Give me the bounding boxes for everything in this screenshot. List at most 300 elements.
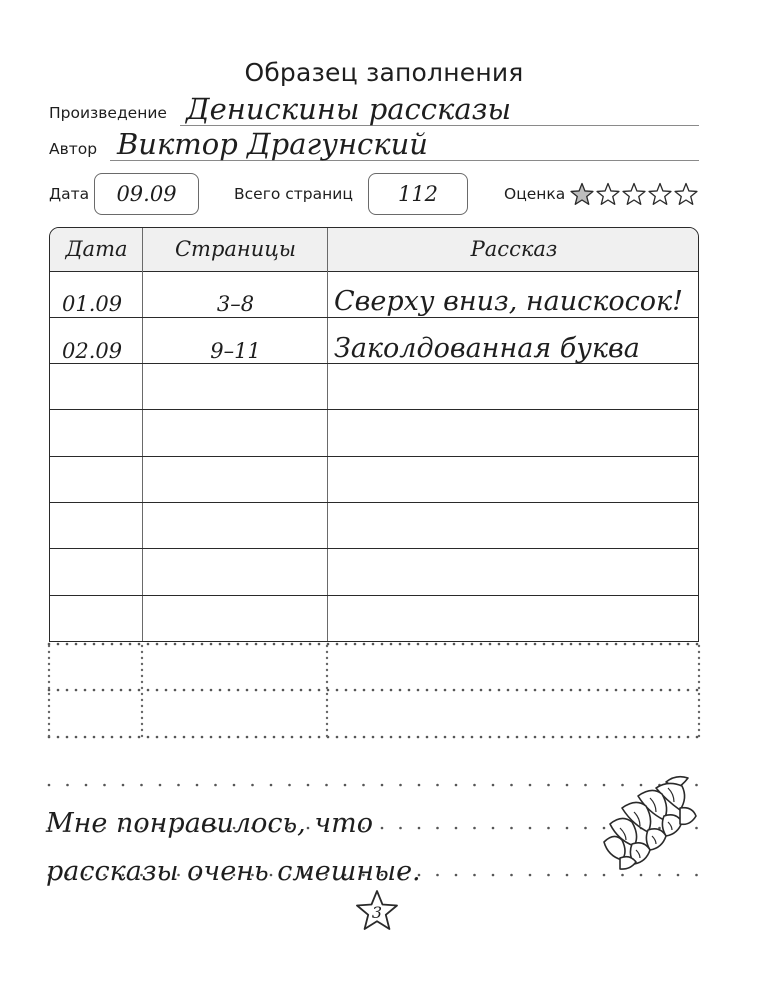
guide-dot [633, 689, 636, 692]
guide-dot [566, 874, 569, 877]
guide-dot [165, 643, 168, 646]
guide-dot [390, 689, 393, 692]
guide-dot [597, 736, 600, 739]
guide-dot [372, 689, 375, 692]
guide-dot [606, 643, 609, 646]
guide-dot [529, 827, 532, 830]
guide-dot [48, 645, 50, 647]
guide-dot [326, 687, 328, 689]
guide-dot [120, 643, 123, 646]
guide-dot [282, 736, 285, 739]
guide-dot [336, 643, 339, 646]
guide-dot [633, 736, 636, 739]
guide-dot [651, 736, 654, 739]
guide-dot [57, 689, 60, 692]
guide-dot [177, 784, 180, 787]
guide-dot [624, 689, 627, 692]
guide-dot [282, 643, 285, 646]
guide-dot [219, 643, 222, 646]
guide-dot [552, 689, 555, 692]
guide-dot [309, 643, 312, 646]
guide-dot [658, 874, 661, 877]
guide-dot [237, 736, 240, 739]
guide-dot [471, 643, 474, 646]
guide-dot [489, 689, 492, 692]
guide-dot [381, 643, 384, 646]
guide-dot [462, 736, 465, 739]
guide-dot [390, 643, 393, 646]
guide-dot [462, 643, 465, 646]
page-number-star-icon [355, 889, 399, 933]
guide-dot [698, 729, 700, 731]
author-value[interactable]: Виктор Драгунский [117, 127, 428, 161]
guide-dot [687, 689, 690, 692]
guide-dot [326, 711, 328, 713]
guide-dot [687, 736, 690, 739]
guide-dot [492, 874, 495, 877]
guide-dot [363, 643, 366, 646]
guide-dot [436, 874, 439, 877]
guide-dot [326, 651, 328, 653]
guide-dot [326, 657, 328, 659]
guide-dot [326, 669, 328, 671]
guide-dot [111, 736, 114, 739]
guide-dot [561, 643, 564, 646]
guide-dot [48, 663, 50, 665]
guide-dot [201, 643, 204, 646]
guide-dot [183, 643, 186, 646]
guide-dot [84, 643, 87, 646]
guide-dot [698, 675, 700, 677]
guide-dot [120, 689, 123, 692]
guide-dot [141, 645, 143, 647]
guide-dot [255, 736, 258, 739]
guide-dot [174, 643, 177, 646]
guide-dot [270, 784, 273, 787]
guide-dot [318, 689, 321, 692]
work-label: Произведение [49, 104, 167, 122]
guide-dot [436, 827, 439, 830]
guide-dot [547, 784, 550, 787]
row-2-pages[interactable]: 9–11 [210, 339, 261, 363]
guide-dot [588, 736, 591, 739]
guide-dot [318, 736, 321, 739]
guide-dot [698, 651, 700, 653]
guide-dot [141, 681, 143, 683]
guide-dot [138, 736, 141, 739]
guide-dot [264, 736, 267, 739]
guide-dot [453, 736, 456, 739]
guide-dot [624, 643, 627, 646]
guide-dot [363, 736, 366, 739]
guide-dot [698, 657, 700, 659]
guide-dot [489, 736, 492, 739]
guide-dot [597, 689, 600, 692]
guide-dot [372, 643, 375, 646]
guide-dot [426, 689, 429, 692]
guide-dot [48, 651, 50, 653]
guide-dot [102, 689, 105, 692]
comment-line-1[interactable]: Мне понравилось, что [46, 808, 373, 839]
guide-dot [561, 689, 564, 692]
guide-dot [48, 669, 50, 671]
row-1-date[interactable]: 01.09 [62, 292, 123, 316]
rating-label: Оценка [504, 185, 566, 203]
guide-dot [345, 736, 348, 739]
guide-dot [615, 736, 618, 739]
guide-dot [507, 736, 510, 739]
guide-dot [547, 874, 550, 877]
guide-dot [141, 699, 143, 701]
date-label: Дата [49, 185, 90, 203]
guide-dot [552, 736, 555, 739]
guide-dot [408, 643, 411, 646]
guide-dot [473, 827, 476, 830]
guide-dot [669, 689, 672, 692]
guide-dot [444, 736, 447, 739]
guide-dot [408, 689, 411, 692]
guide-dot [417, 643, 420, 646]
guide-dot [698, 735, 700, 737]
guide-dot [273, 736, 276, 739]
guide-dot [399, 689, 402, 692]
guide-dot [435, 736, 438, 739]
guide-dot [698, 711, 700, 713]
guide-dot [141, 663, 143, 665]
guide-dot [336, 689, 339, 692]
guide-dot [201, 736, 204, 739]
guide-dot [165, 689, 168, 692]
guide-dot [192, 689, 195, 692]
guide-dot [326, 723, 328, 725]
guide-dot [417, 736, 420, 739]
guide-dot [251, 784, 254, 787]
guide-dot [669, 736, 672, 739]
guide-dot [48, 711, 50, 713]
guide-dot [354, 643, 357, 646]
guide-dot [156, 736, 159, 739]
total-pages-value: 112 [397, 182, 439, 206]
guide-dot [363, 689, 366, 692]
guide-dot [66, 643, 69, 646]
guide-dot [698, 681, 700, 683]
guide-dot [426, 736, 429, 739]
guide-dot [543, 736, 546, 739]
guide-dot [480, 643, 483, 646]
guide-dot [141, 723, 143, 725]
guide-dot [579, 689, 582, 692]
guide-dot [698, 645, 700, 647]
guide-dot [255, 643, 258, 646]
guide-dot [93, 736, 96, 739]
guide-dot [326, 699, 328, 701]
pinecone-icon [596, 772, 701, 872]
guide-dot [455, 827, 458, 830]
guide-dot [426, 643, 429, 646]
guide-dot [219, 689, 222, 692]
guide-dot [103, 784, 106, 787]
guide-dot [678, 736, 681, 739]
guide-dot [326, 729, 328, 731]
guide-dot [129, 643, 132, 646]
guide-dot [372, 736, 375, 739]
guide-dot [210, 643, 213, 646]
guide-dot [141, 711, 143, 713]
total-pages-label: Всего страниц [234, 185, 353, 203]
guide-dot [417, 689, 420, 692]
guide-dot [233, 784, 236, 787]
guide-dot [696, 643, 699, 646]
row-2-story[interactable]: Заколдованная буква [334, 333, 640, 364]
guide-dot [362, 784, 365, 787]
guide-dot [326, 675, 328, 677]
work-value[interactable]: Денискины рассказы [186, 92, 512, 126]
guide-dot [210, 689, 213, 692]
guide-dot [273, 643, 276, 646]
guide-dot [651, 689, 654, 692]
guide-dot [516, 689, 519, 692]
guide-dot [642, 643, 645, 646]
guide-dot [309, 736, 312, 739]
guide-dot [102, 736, 105, 739]
guide-dot [606, 689, 609, 692]
guide-dot [534, 689, 537, 692]
guide-dot [291, 643, 294, 646]
guide-dot [471, 689, 474, 692]
guide-dot [543, 643, 546, 646]
guide-dot [228, 643, 231, 646]
header-story: Рассказ [470, 237, 558, 261]
guide-dot [300, 689, 303, 692]
guide-dot [336, 736, 339, 739]
guide-dot [698, 717, 700, 719]
guide-dot [48, 735, 50, 737]
guide-dot [390, 736, 393, 739]
guide-dot [309, 689, 312, 692]
row-1-pages[interactable]: 3–8 [216, 292, 255, 316]
guide-dot [255, 689, 258, 692]
guide-dot [48, 687, 50, 689]
guide-dot [147, 736, 150, 739]
guide-dot [489, 643, 492, 646]
guide-dot [462, 689, 465, 692]
guide-dot [246, 643, 249, 646]
row-1-story[interactable]: Сверху вниз, наискосок! [334, 286, 684, 317]
guide-dot [516, 643, 519, 646]
guide-dot [93, 643, 96, 646]
guide-dot [307, 784, 310, 787]
guide-dot [326, 717, 328, 719]
guide-dot [588, 643, 591, 646]
guide-dot [698, 705, 700, 707]
guide-dot [48, 705, 50, 707]
guide-dot [210, 736, 213, 739]
guide-dot [325, 784, 328, 787]
guide-dot [354, 736, 357, 739]
guide-dot [122, 784, 125, 787]
guide-dot [48, 784, 51, 787]
guide-dot [183, 736, 186, 739]
guide-dot [48, 717, 50, 719]
guide-dot [444, 643, 447, 646]
guide-dot [246, 689, 249, 692]
guide-dot [85, 784, 88, 787]
guide-dot [291, 736, 294, 739]
guide-dot [698, 687, 700, 689]
guide-dot [48, 729, 50, 731]
guide-dot [552, 643, 555, 646]
guide-dot [141, 729, 143, 731]
guide-dot [66, 736, 69, 739]
guide-dot [273, 689, 276, 692]
guide-dot [525, 736, 528, 739]
guide-dot [165, 736, 168, 739]
guide-dot [570, 643, 573, 646]
guide-dot [141, 687, 143, 689]
guide-dot [579, 643, 582, 646]
guide-dot [264, 689, 267, 692]
guide-dot [66, 689, 69, 692]
guide-dot [669, 643, 672, 646]
guide-dot [344, 784, 347, 787]
guide-dot [48, 723, 50, 725]
guide-dot [698, 663, 700, 665]
row-2-date[interactable]: 02.09 [62, 339, 123, 363]
guide-dot [399, 827, 402, 830]
guide-dot [455, 784, 458, 787]
guide-dot [660, 689, 663, 692]
guide-dot [547, 827, 550, 830]
guide-dot [288, 784, 291, 787]
guide-dot [318, 643, 321, 646]
guide-dot [498, 643, 501, 646]
guide-dot [418, 784, 421, 787]
guide-dot [561, 736, 564, 739]
guide-dot [698, 723, 700, 725]
guide-dot [354, 689, 357, 692]
guide-dot [345, 689, 348, 692]
guide-dot [436, 784, 439, 787]
guide-dot [603, 874, 606, 877]
guide-dot [529, 874, 532, 877]
guide-dot [507, 643, 510, 646]
guide-dot [326, 645, 328, 647]
guide-dot [141, 735, 143, 737]
guide-dot [660, 736, 663, 739]
guide-dot [570, 689, 573, 692]
guide-dot [473, 874, 476, 877]
guide-dot [326, 681, 328, 683]
guide-dot [579, 736, 582, 739]
guide-dot [615, 689, 618, 692]
guide-dot [695, 874, 698, 877]
guide-dot [48, 693, 50, 695]
guide-dot [48, 675, 50, 677]
guide-dot [156, 643, 159, 646]
guide-dot [678, 689, 681, 692]
guide-dot [381, 736, 384, 739]
guide-dot [435, 643, 438, 646]
guide-dot [141, 651, 143, 653]
guide-dot [214, 784, 217, 787]
guide-dot [606, 736, 609, 739]
guide-dot [129, 689, 132, 692]
guide-dot [75, 643, 78, 646]
guide-dot [642, 736, 645, 739]
guide-dot [48, 699, 50, 701]
author-label: Автор [49, 140, 98, 158]
guide-dot [138, 643, 141, 646]
guide-dot [588, 689, 591, 692]
guide-dot [326, 693, 328, 695]
guide-dot [102, 643, 105, 646]
guide-dot [696, 689, 699, 692]
guide-dot [282, 689, 285, 692]
guide-dot [381, 827, 384, 830]
guide-dot [698, 693, 700, 695]
guide-dot [120, 736, 123, 739]
guide-dot [453, 689, 456, 692]
guide-dot [687, 643, 690, 646]
guide-dot [140, 784, 143, 787]
guide-dot [381, 689, 384, 692]
page-number: 3 [371, 903, 383, 922]
guide-dot [326, 663, 328, 665]
guide-dot [156, 689, 159, 692]
guide-dot [480, 736, 483, 739]
guide-dot [510, 784, 513, 787]
guide-dot [642, 689, 645, 692]
page-title: Образец заполнения [244, 58, 524, 87]
guide-dot [264, 643, 267, 646]
guide-dot [529, 784, 532, 787]
guide-dot [228, 689, 231, 692]
guide-dot [621, 874, 624, 877]
comment-line-2[interactable]: рассказы очень смешные. [46, 856, 421, 887]
guide-dot [174, 689, 177, 692]
guide-dot [138, 689, 141, 692]
guide-dot [455, 874, 458, 877]
guide-dot [345, 643, 348, 646]
guide-dot [228, 736, 231, 739]
guide-dot [698, 699, 700, 701]
guide-dot [300, 736, 303, 739]
guide-dot [498, 689, 501, 692]
guide-dot [584, 827, 587, 830]
guide-dot [418, 827, 421, 830]
guide-dot [75, 736, 78, 739]
guide-dot [246, 736, 249, 739]
guide-dot [473, 784, 476, 787]
guide-dot [498, 736, 501, 739]
guide-dot [624, 736, 627, 739]
guide-dot [435, 689, 438, 692]
guide-dot [111, 689, 114, 692]
guide-dot [192, 736, 195, 739]
guide-dot [399, 784, 402, 787]
guide-dot [219, 736, 222, 739]
guide-dot [525, 689, 528, 692]
guide-dot [660, 643, 663, 646]
guide-dot [492, 827, 495, 830]
guide-dot [570, 736, 573, 739]
guide-dot [566, 827, 569, 830]
guide-dot [507, 689, 510, 692]
guide-dot [141, 675, 143, 677]
guide-dot [57, 736, 60, 739]
guide-dot [141, 705, 143, 707]
guide-dot [492, 784, 495, 787]
